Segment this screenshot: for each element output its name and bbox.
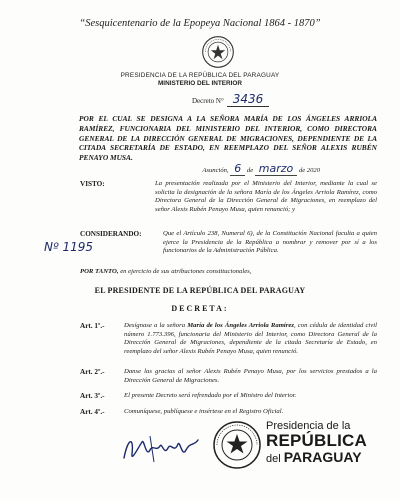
decree-title: POR EL CUAL SE DESIGNA A LA SEÑORA MARÍA DE LOS ÁNGELES ARRIOLA RAMÍREZ, FUNCIONARIA DEL MINISTERIO DEL INTERIOR, COMO DIRECTORA GENERAL DE LA DIRECCIÓN GENERAL DE MIGRACIONES, DEPENDIENTE DE LA CITADA SECRETARÍA DE ESTADO, EN REEMPLAZO DEL SEÑOR ALEXIS RUBÉN PENAYO MUSA. xyxy=(79,114,377,163)
brand-line-1: Presidencia de la xyxy=(266,420,351,432)
article-3-text: El presente Decreto será refrendado por el Ministro del Interior. xyxy=(124,392,297,399)
por-tanto xyxy=(80,268,251,275)
ministry-line: MINISTERIO DEL INTERIOR xyxy=(157,80,243,87)
visto-text: La presentación realizada por el Ministerio del Interior, mediante la cual se solicita la designación de la señora María de los Ángeles Arriola Ramírez, como Directora General de la Dirección General de Migraciones, en reemplazo del señor Alexis Rubén Penayo Musa, quien renunció; y xyxy=(155,180,377,214)
date-day: 6 xyxy=(230,162,245,176)
brand-line-3-pre: del xyxy=(266,452,281,465)
article-1-text-a: Desígnase a la señora xyxy=(124,322,188,329)
considerando-label: CONSIDERANDO: xyxy=(80,230,142,238)
brand-line-3-bold: PARAGUAY xyxy=(283,448,362,465)
presidency-line: PRESIDENCIA DE LA REPÚBLICA DEL PARAGUAY xyxy=(120,72,280,79)
article-1-name: María de los Ángeles Arriola Ramírez xyxy=(187,322,294,329)
decreta-heading: DECRETA: xyxy=(171,304,229,313)
article-1-label: Art. 1º.- xyxy=(80,322,105,330)
presidency-brand xyxy=(266,420,386,465)
brand-line-2: REPÚBLICA xyxy=(266,431,367,451)
date-month: marzo xyxy=(255,162,297,176)
article-3-label: Art. 3º.- xyxy=(80,392,105,400)
article-4-text: Comuníquese, publíquese e insértese en el Registro Oficial. xyxy=(124,408,284,415)
signature-icon xyxy=(120,428,202,468)
side-number: Nº 1195 xyxy=(44,240,93,254)
article-2-label: Art. 2º.- xyxy=(80,368,105,376)
date-suffix: de 2020 xyxy=(298,167,320,174)
date-line xyxy=(202,162,320,175)
brand-line-3 xyxy=(266,450,386,465)
por-tanto-text: en ejercicio de sus atribuciones constitucionales, xyxy=(120,268,252,275)
por-tanto-lead: POR TANTO, xyxy=(80,268,119,275)
date-mid: de xyxy=(246,167,254,174)
decree-number-value: 3436 xyxy=(227,92,270,107)
article-1-text-b: , con cédula de identidad civil número 1.773.396, funcionaria del Ministerio del Interior, como Directora General de la Dirección General de Migraciones, dependiente de la citada Secretaría de Estado, en reemplazo del señor Alexis Rubén Penayo Musa, quien renunció. xyxy=(124,322,377,356)
decree-number xyxy=(192,92,269,106)
article-2-text: Danse las gracias al señor Alexis Rubén Penayo Musa, por los servicios prestados a la Dirección General de Migraciones. xyxy=(124,368,377,384)
article-4-label: Art. 4º.- xyxy=(80,408,105,416)
visto-label: VISTO: xyxy=(80,180,105,188)
article-1-text xyxy=(124,322,377,357)
national-seal-icon xyxy=(212,420,262,470)
national-seal-icon xyxy=(200,34,236,70)
considerando-text: Que el Artículo 238, Numeral 6), de la Constitución Nacional faculta a quien ejerce la Presidencia de la República a nombrar y remover por sí a los funcionarios de la Administración Pública. xyxy=(163,230,377,255)
decree-label: Decreto N° xyxy=(192,97,224,105)
motto: “Sesquicentenario de la Epopeya Nacional 1864 - 1870” xyxy=(79,18,321,29)
president-heading: EL PRESIDENTE DE LA REPÚBLICA DEL PARAGUAY xyxy=(94,286,306,295)
date-prefix: Asunción, xyxy=(202,167,229,174)
